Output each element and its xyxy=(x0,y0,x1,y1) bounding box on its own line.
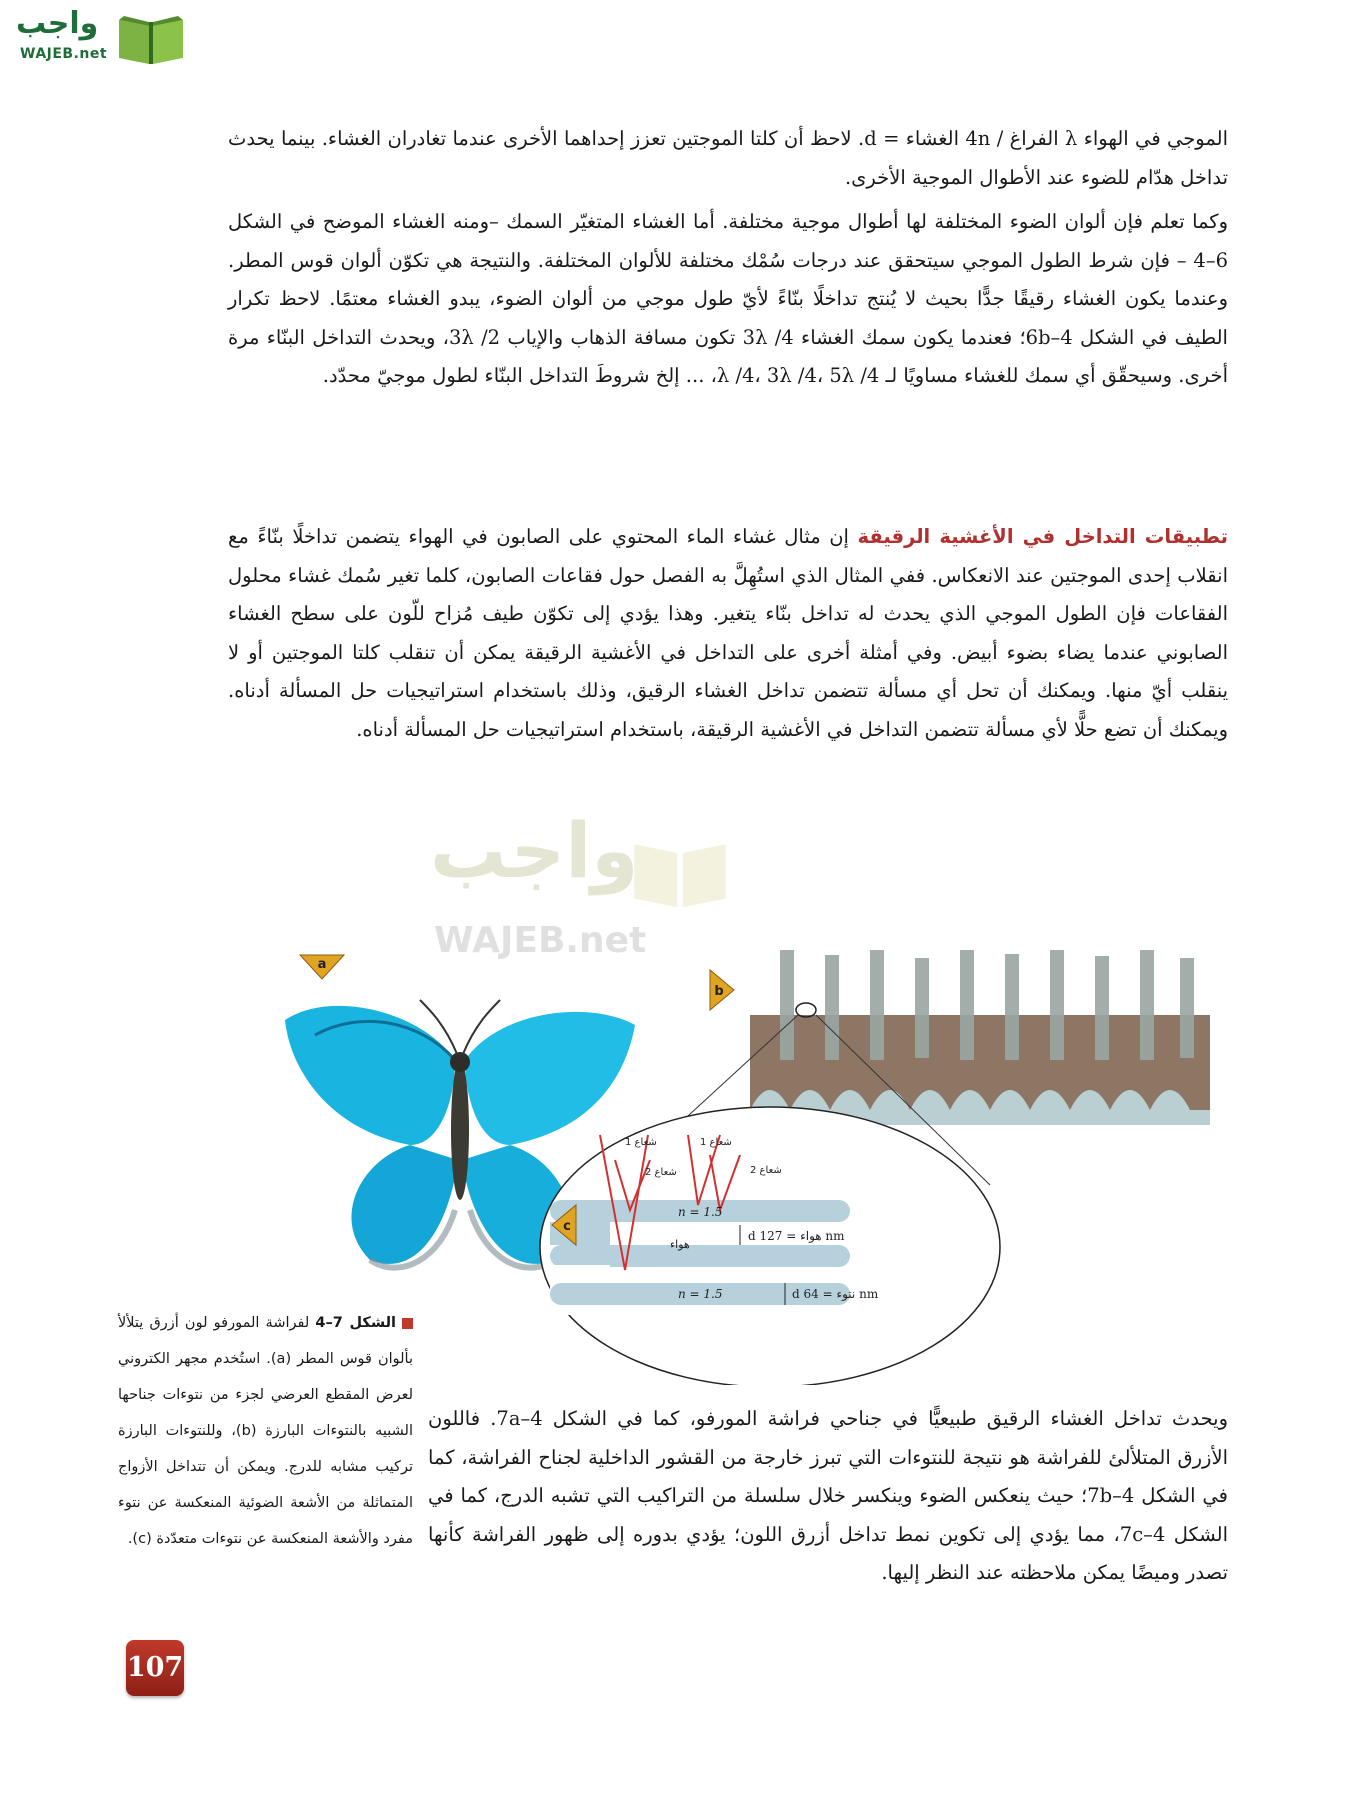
caption-title: الشكل 7–4 xyxy=(315,1315,397,1331)
book-logo-icon xyxy=(116,10,186,66)
label-c-text: c xyxy=(563,1219,571,1234)
section-text: إن مثال غشاء الماء المحتوي على الصابون في الهواء يتضمن تداخلًا بنّاءً مع انقلاب إحدى الموجتين عند الانعكاس. ففي المثال الذي استُهِلَّ به الفصل حول فقاعات الصابون، كلما تغير سُمك غشاء محلول الفقاعات فإن الطول الموجي الذي يحدث له تداخل بنّاء يتغير. وهذا يؤدي إلى تكوّن طيف مُزاح للّون على سطح الغشاء الصابوني عندما يضاء بضوء أبيض. وفي أمثلة أخرى على التداخل في الأغشية الرقيقة يمكن أن تنقلب كلتا الموجتين أو لا ينقلب أيّ منها. ويمكنك أن تحل أي مسألة تتضمن تداخل الغشاء الرقيق، وذلك باستخدام استراتيجيات حل المسألة أدناه. ويمكنك أن تضع حلًّا لأي مسألة تتضمن التداخل في الأغشية الرقيقة، باستخدام استراتيجيات حل المسألة أدناه. xyxy=(228,525,1228,741)
label-a-icon xyxy=(300,955,344,979)
d-air-label: d هواء = 127 nm xyxy=(748,1229,845,1243)
ray-2-label-left: شعاع 2 xyxy=(645,1167,677,1178)
site-logo[interactable] xyxy=(8,6,188,68)
air-label: هواء xyxy=(670,1238,690,1251)
cross-section-diagram xyxy=(540,1107,1000,1385)
label-b-text: b xyxy=(714,984,724,999)
watermark-latin: WAJEB.net xyxy=(434,920,647,961)
caption-text: لفراشة المورفو لون أزرق يتلألأ بألوان قوس المطر (a). استُخدم مجهر الكتروني لعرض المقطع العرضي لجزء من نتوءات جناحها الشبيه بالنتوءات البارزة (b)، وللنتوءات البارزة تركيب مشابه للدرج. ويمكن أن تتداخل الأزواج المتماثلة من الأشعة الضوئية المنعكسة عن نتوء مفرد والأشعة المنعكسة عن نتوءات متعدّدة (c). xyxy=(118,1315,414,1547)
intro-text xyxy=(228,120,1228,402)
bottom-text xyxy=(428,1400,1228,1599)
applications-paragraph xyxy=(228,518,1228,749)
ray-1-label-right: شعاع 1 xyxy=(700,1137,732,1148)
label-a-text: a xyxy=(317,957,327,972)
intro-paragraph-2: وكما تعلم فإن ألوان الضوء المختلفة لها أطوال موجية مختلفة. أما الغشاء المتغيّر السمك –ومنه الغشاء الموضح في الشكل 6–4 – فإن شرط الطول الموجي سيتحقق عند درجات سُمْك مختلفة للألوان المختلفة. والنتيجة هي تكوّن ألوان قوس المطر. وعندما يكون الغشاء رقيقًا جدًّا بحيث لا يُنتج تداخلًا بنّاءً لأيّ طول موجي من ألوان الضوء، يبدو الغشاء معتمًا. لاحظ تكرار الطيف في الشكل 6b–4؛ فعندما يكون سمك الغشاء 3λ /4 تكون مسافة الذهاب والإياب 3λ /2، ويحدث التداخل البنّاء مرة أخرى. وسيحقّق أي سمك للغشاء مساويًا لـ λ /4، 3λ /4، 5λ /4، ... إلخ شروطَ التداخل البنّاء لطول موجيّ محدّد. xyxy=(228,210,1228,387)
bottom-paragraph: ويحدث تداخل الغشاء الرقيق طبيعيًّا في جناحي فراشة المورفو، كما في الشكل 7a–4. فاللون الأزرق المتلألئ للفراشة هو نتيجة للنتوءات التي تبرز خارجة من القشور الداخلية لجناح الفراشة، كما في الشكل 7b–4؛ حيث ينعكس الضوء وينكسر خلال سلسلة من التراكيب التي تشبه الدرج، كما في الشكل 7c–4، مما يؤدي إلى تكوين نمط تداخل أزرق اللون؛ يؤدي بدوره إلى ظهور الفراشة كأنها تصدر وميضًا يمكن ملاحظته عند النظر إليها. xyxy=(428,1407,1229,1584)
logo-latin-text: WAJEB.net xyxy=(20,46,108,62)
logo-arabic-text: واجب xyxy=(16,6,99,41)
figure-caption xyxy=(118,1305,413,1557)
applications-section xyxy=(228,518,1228,755)
ridge-micrograph xyxy=(750,950,1210,1125)
label-b-icon xyxy=(710,970,734,1010)
section-heading: تطبيقات التداخل في الأغشية الرقيقة xyxy=(857,525,1228,548)
ray-2-label-right: شعاع 2 xyxy=(750,1165,782,1176)
n-top-label: n = 1.5 xyxy=(678,1205,723,1219)
intro-paragraph-1: الموجي في الهواء λ الفراغ / 4n الغشاء = d. لاحظ أن كلتا الموجتين تعزز إحداهما الأخرى عندما تغادران الغشاء. بينما يحدث تداخل هدّام للضوء عند الأطوال الموجية الأخرى. xyxy=(228,127,1228,189)
n-bottom-label: n = 1.5 xyxy=(678,1287,723,1301)
watermark-arabic: واجب xyxy=(430,806,639,895)
ray-1-label-left: شعاع 1 xyxy=(625,1137,657,1148)
caption-marker-icon xyxy=(402,1318,413,1329)
d-ridge-label: d نتوء = 64 nm xyxy=(792,1287,879,1301)
watermark-book-icon xyxy=(630,820,730,920)
page-number: 107 xyxy=(126,1640,184,1696)
